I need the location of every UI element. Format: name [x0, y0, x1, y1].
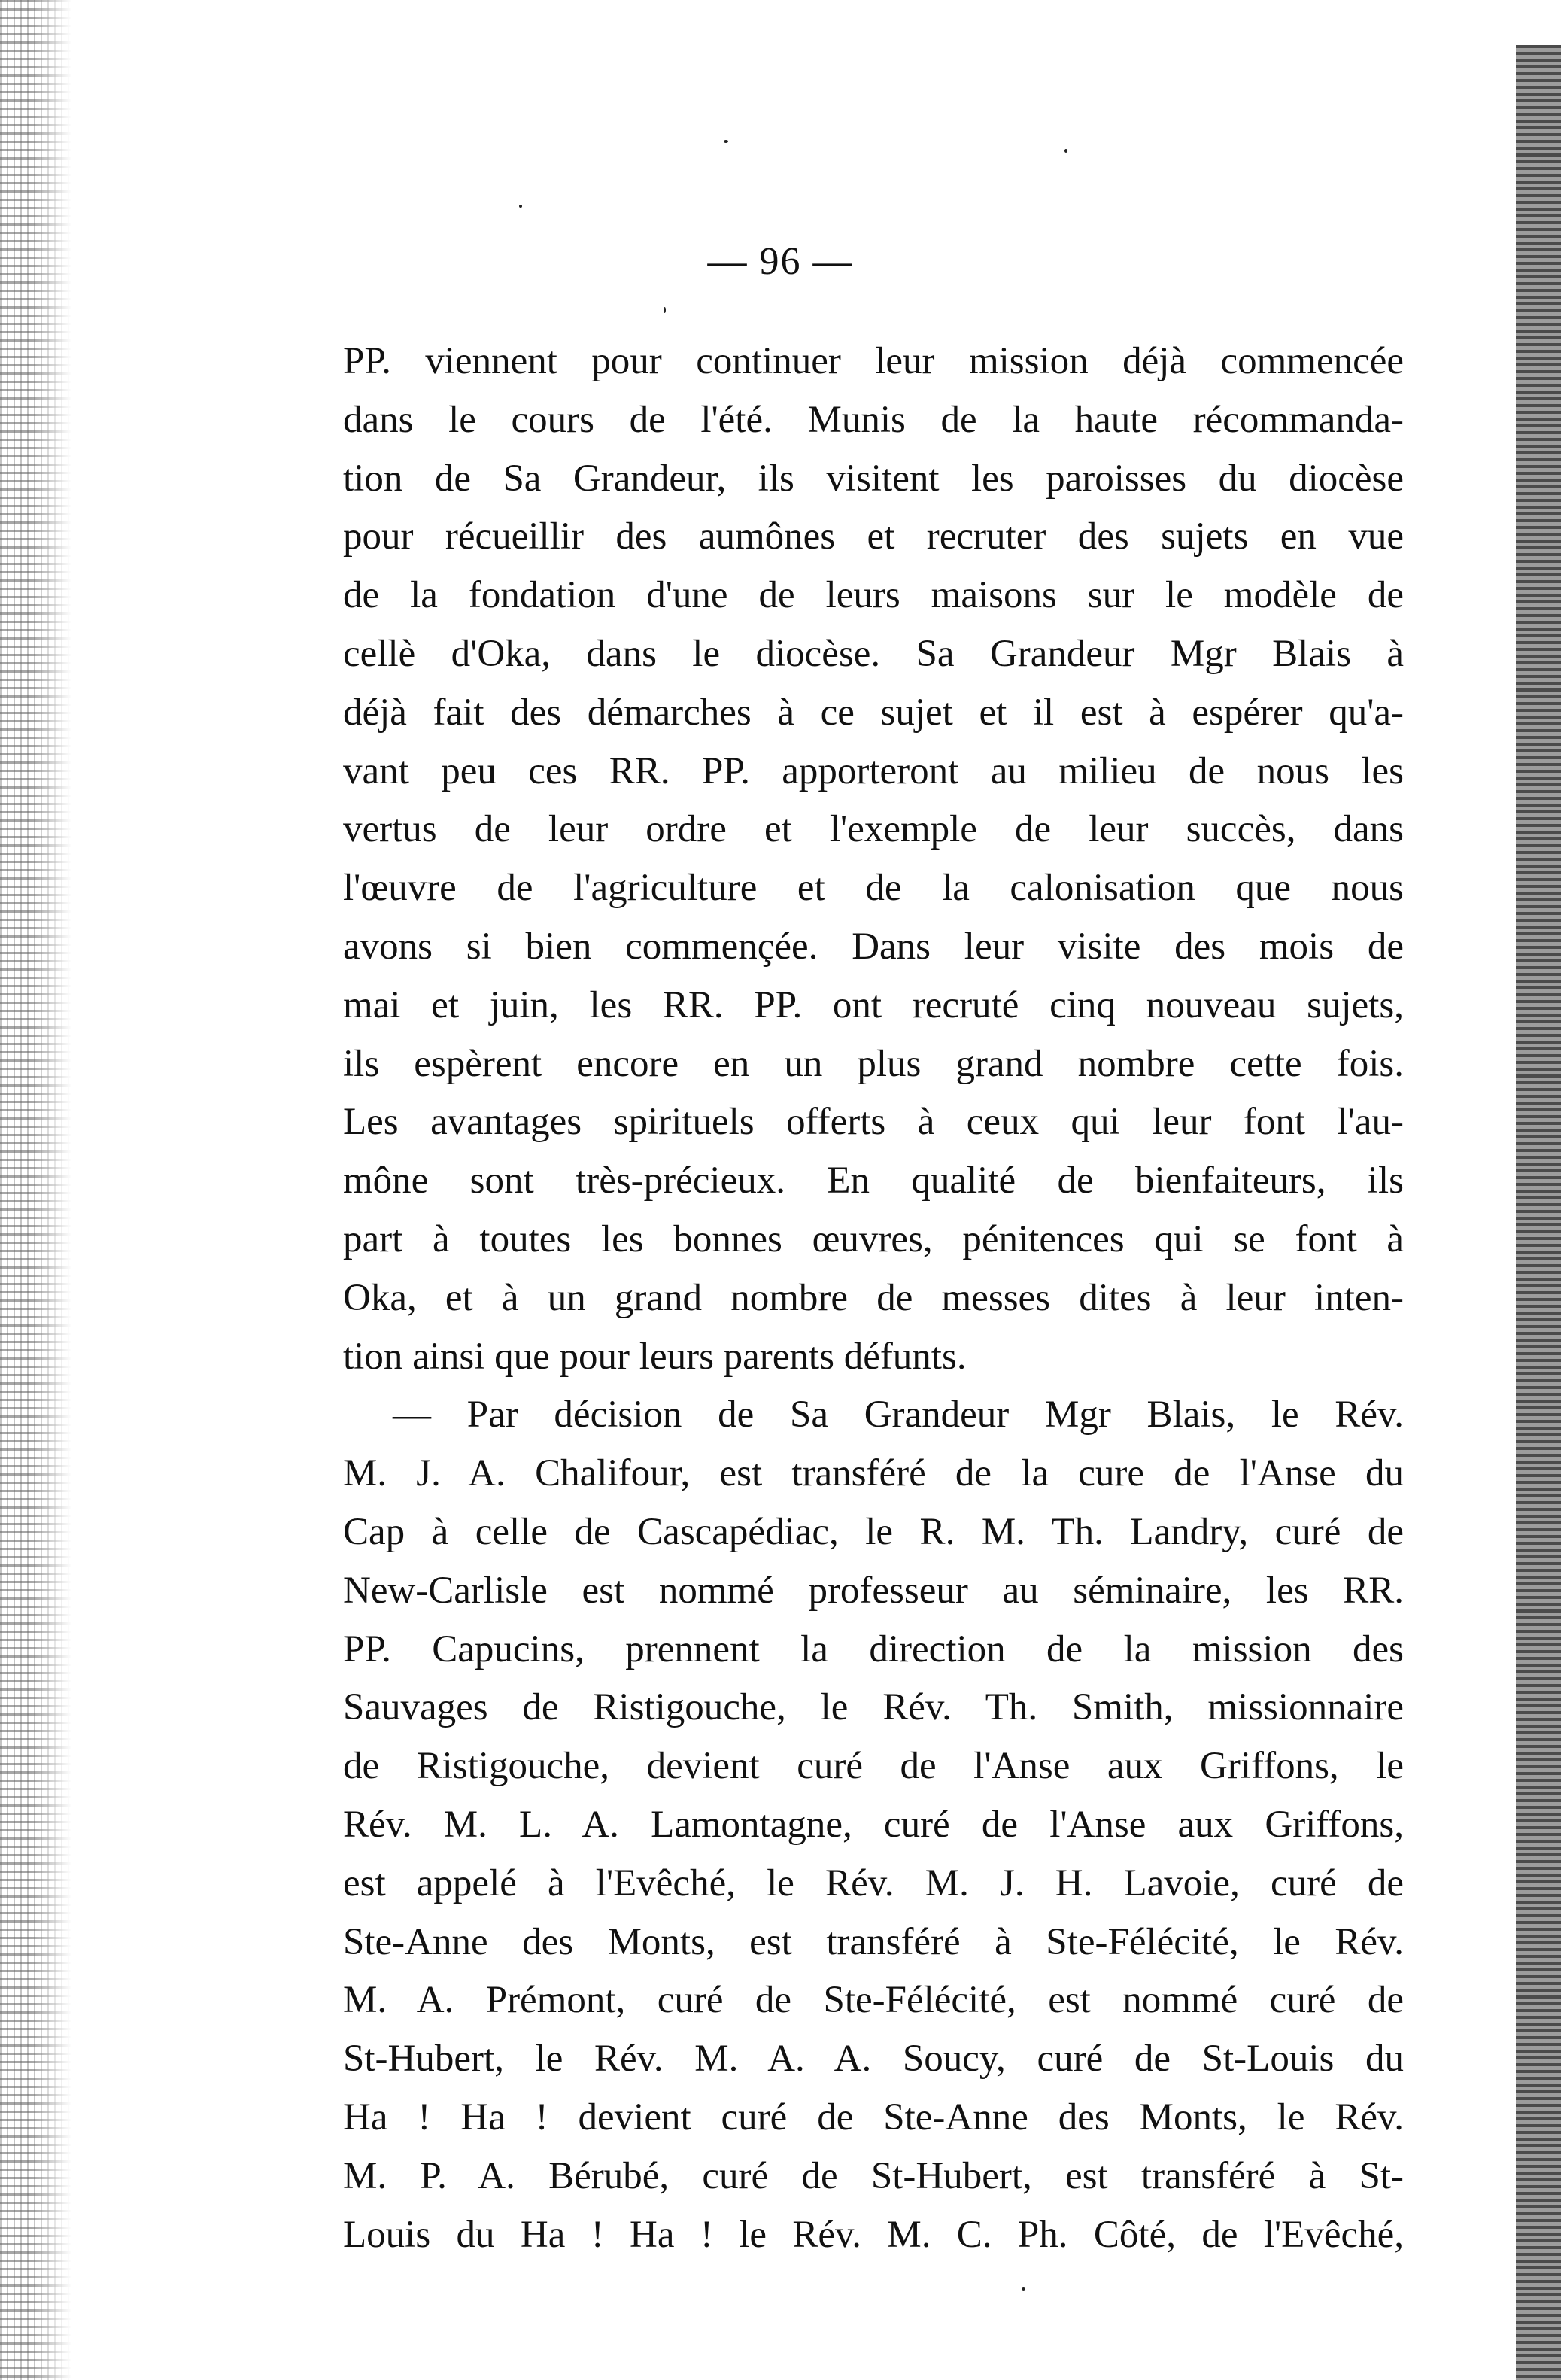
text-line: Rév. M. L. A. Lamontagne, curé de l'Anse aux Griffons,	[343, 1803, 1404, 1846]
text-line: avons si bien commençée. Dans leur visite des mois de	[343, 925, 1404, 968]
text-line: l'œuvre de l'agriculture et de la calonisation que nous	[343, 867, 1404, 910]
text-line: — Par décision de Sa Grandeur Mgr Blais, le Rév.	[393, 1394, 1404, 1436]
text-line: New-Carlisle est nommé professeur au séminaire, les RR.	[343, 1569, 1404, 1612]
text-line: ils espèrent encore en un plus grand nombre cette fois.	[343, 1042, 1404, 1085]
page-number: — 96 —	[707, 240, 854, 283]
text-line: mai et juin, les RR. PP. ont recruté cinq nouveau sujets,	[343, 983, 1404, 1026]
text-line: cellè d'Oka, dans le diocèse. Sa Grandeur Mgr Blais à	[343, 632, 1404, 675]
paragraph-1	[343, 333, 1404, 1386]
text-line: de la fondation d'une de leurs maisons sur le modèle de	[343, 574, 1404, 617]
text-line: PP. Capucins, prennent la direction de la mission des	[343, 1628, 1404, 1670]
text-line: M. J. A. Chalifour, est transféré de la cure de l'Anse du	[343, 1452, 1404, 1495]
text-line: Cap à celle de Cascapédiac, le R. M. Th. Landry, curé de	[343, 1510, 1404, 1553]
scan-speck	[519, 205, 522, 208]
text-line: Louis du Ha ! Ha ! le Rév. M. C. Ph. Côté, de l'Evêché,	[343, 2213, 1404, 2256]
text-line: de Ristigouche, devient curé de l'Anse aux Griffons, le	[343, 1745, 1404, 1788]
scan-edge-left	[0, 0, 71, 2380]
text-line: M. P. A. Bérubé, curé de St-Hubert, est transféré à St-	[343, 2154, 1404, 2197]
text-line: déjà fait des démarches à ce sujet et il est à espérer qu'a-	[343, 691, 1404, 734]
text-line: Sauvages de Ristigouche, le Rév. Th. Smith, missionnaire	[343, 1686, 1404, 1729]
text-line: M. A. Prémont, curé de Ste-Félécité, est nommé curé de	[343, 1979, 1404, 2022]
paragraph-2	[343, 1386, 1404, 2264]
scan-speck	[1064, 149, 1067, 153]
text-line: part à toutes les bonnes œuvres, pénitences qui se font à	[343, 1217, 1404, 1260]
text-line: tion de Sa Grandeur, ils visitent les paroisses du diocèse	[343, 457, 1404, 500]
body-text	[343, 333, 1404, 2264]
scan-speck	[724, 140, 728, 143]
text-line: Les avantages spirituels offerts à ceux qui leur font l'au-	[343, 1101, 1404, 1144]
text-line: vertus de leur ordre et l'exemple de leur succès, dans	[343, 808, 1404, 851]
text-line: tion ainsi que pour leurs parents défunts.	[343, 1335, 967, 1378]
text-line: vant peu ces RR. PP. apporteront au milieu de nous les	[343, 749, 1404, 792]
text-line: St-Hubert, le Rév. M. A. A. Soucy, curé de St-Louis du	[343, 2038, 1404, 2081]
text-line: Oka, et à un grand nombre de messes dites à leur inten-	[343, 1276, 1404, 1319]
text-line: PP. viennent pour continuer leur mission déjà commencée	[343, 340, 1404, 382]
scan-speck	[664, 307, 666, 313]
text-line: pour récueillir des aumônes et recruter des sujets en vue	[343, 515, 1404, 558]
text-line: Ha ! Ha ! devient curé de Ste-Anne des Monts, le Rév.	[343, 2096, 1404, 2138]
text-line: mône sont très-précieux. En qualité de bienfaiteurs, ils	[343, 1160, 1404, 1202]
text-line: dans le cours de l'été. Munis de la haute récommanda-	[343, 398, 1404, 441]
scan-edge-right	[1516, 45, 1561, 2380]
text-line: Ste-Anne des Monts, est transféré à Ste-Félécité, le Rév.	[343, 1920, 1404, 1963]
text-line: est appelé à l'Evêché, le Rév. M. J. H. Lavoie, curé de	[343, 1862, 1404, 1904]
scan-speck	[1022, 2287, 1025, 2291]
